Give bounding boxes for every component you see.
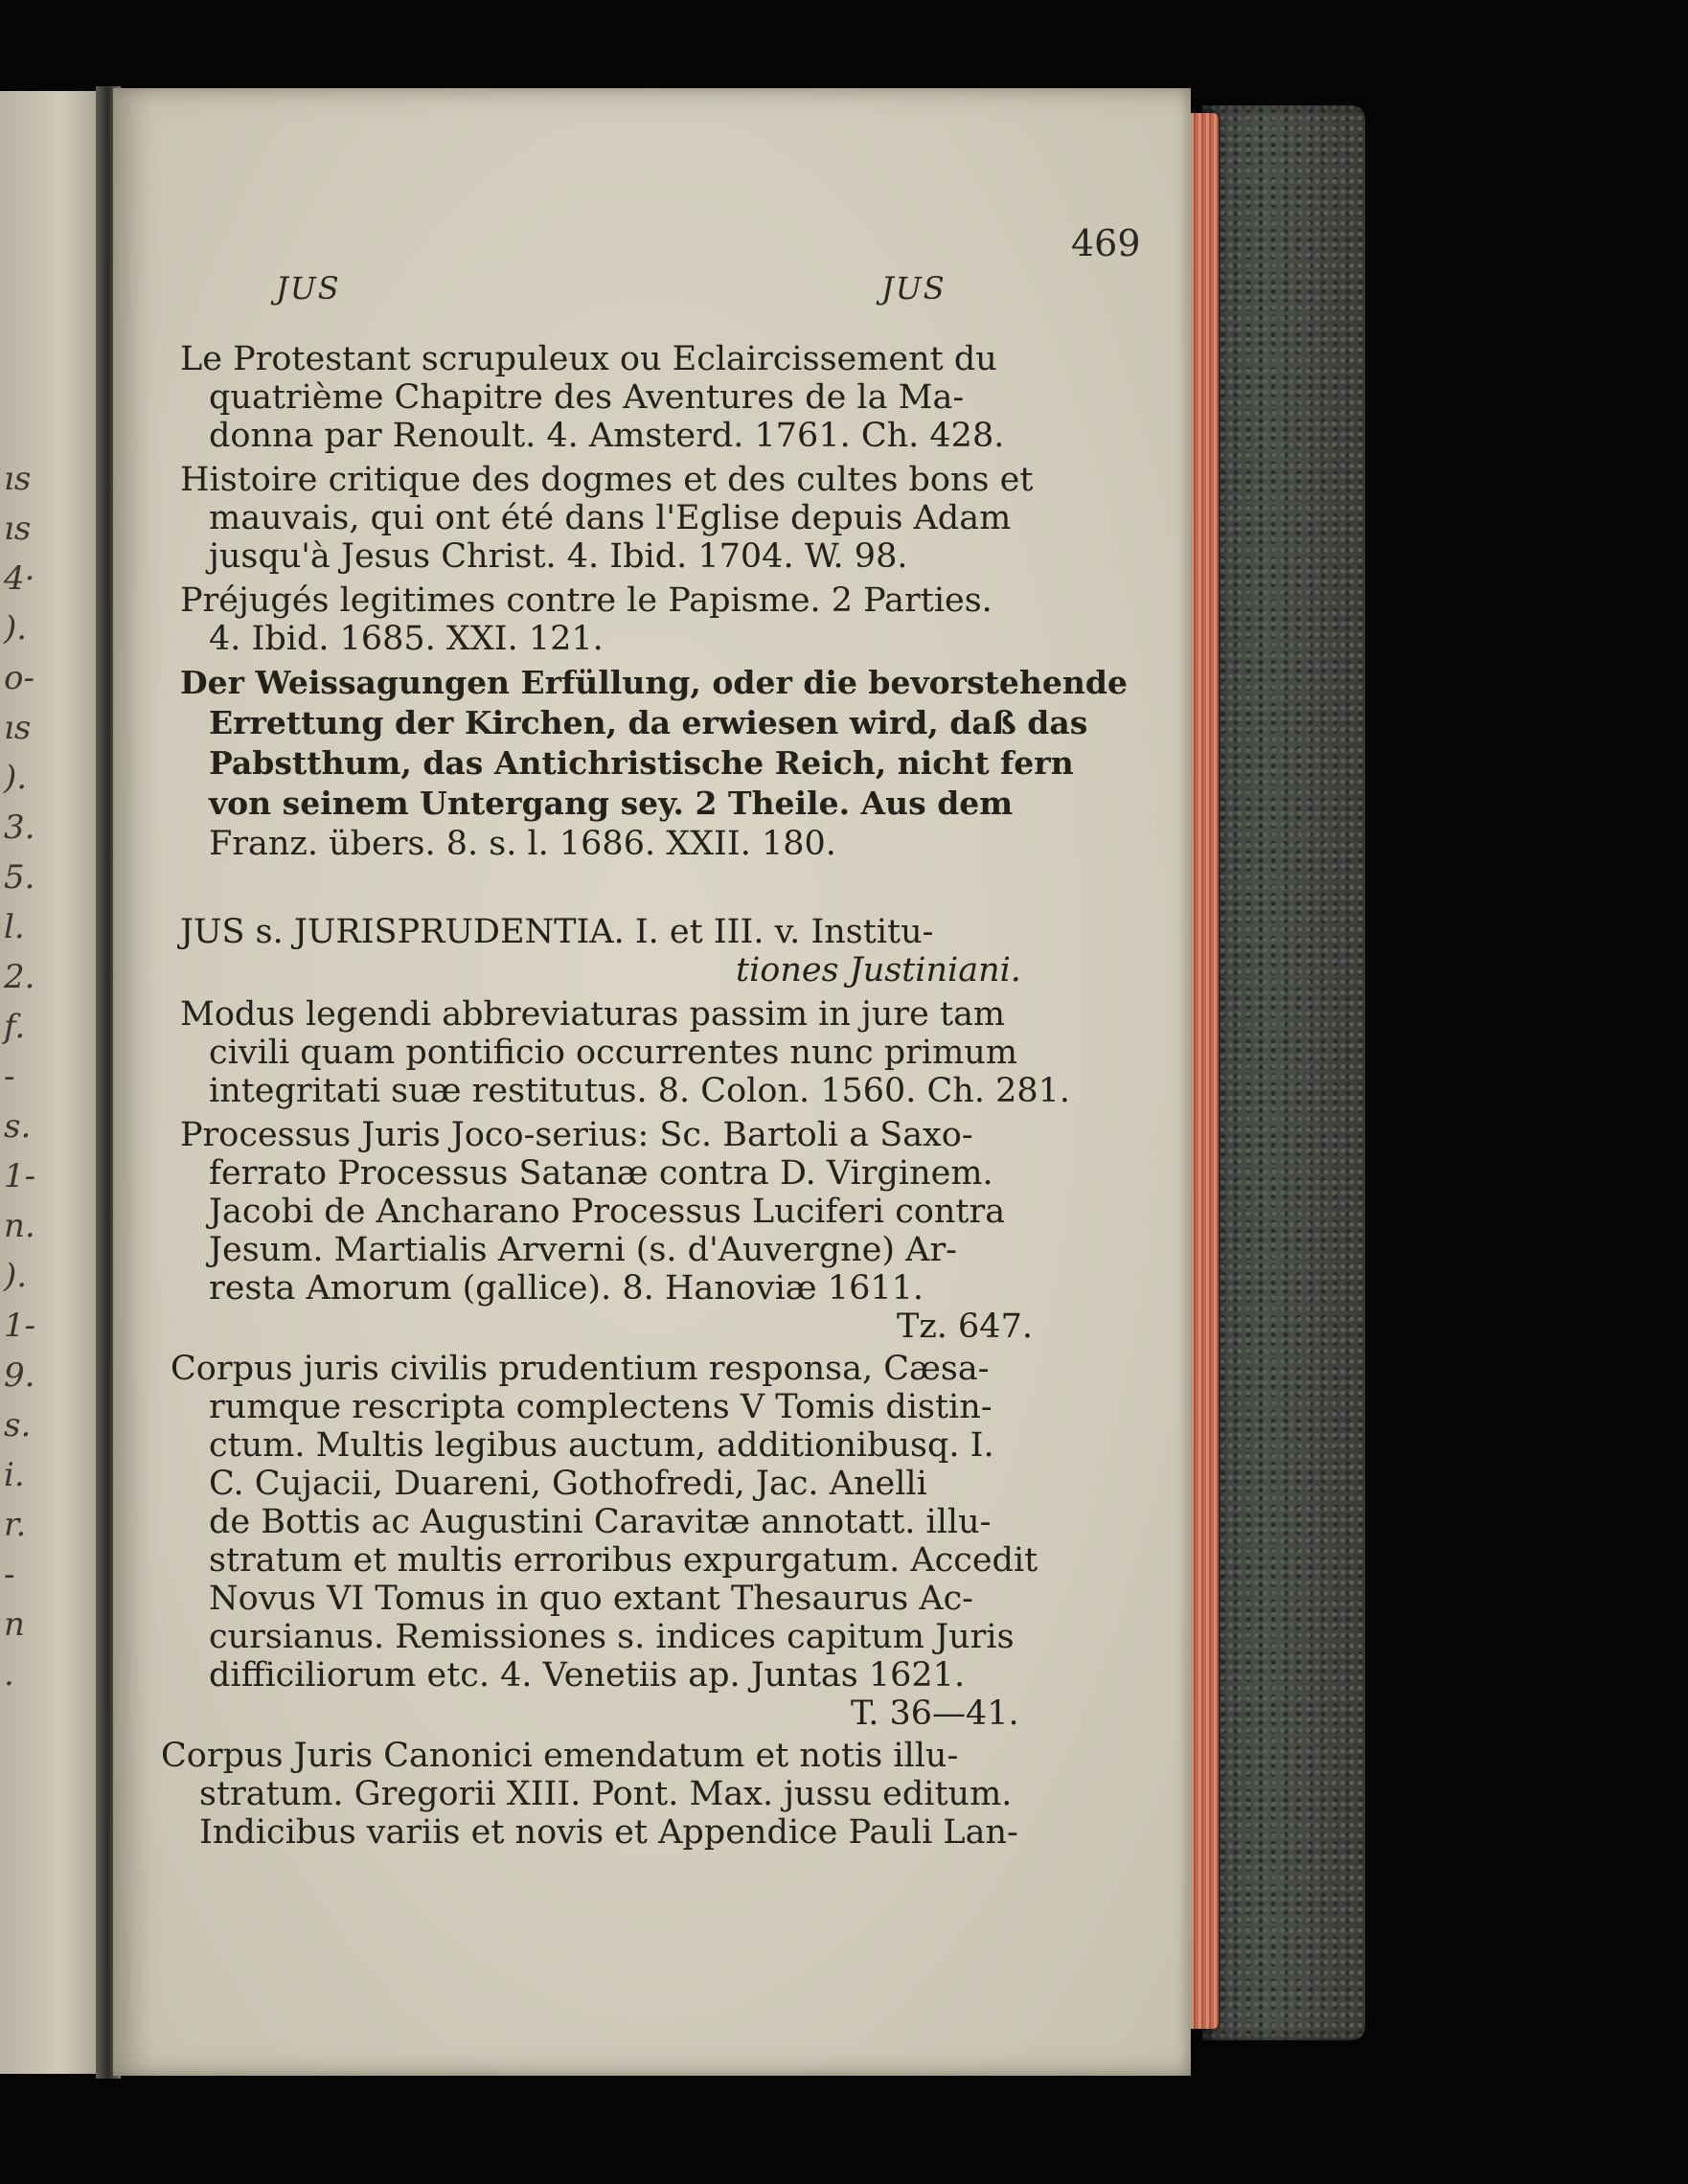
text-line: Franz. übers. 8. s. l. 1686. XXII. 180. bbox=[209, 825, 836, 863]
text-line: Corpus juris civilis prudentium responsa, Cæsa- bbox=[171, 1350, 990, 1388]
left-page-fragment: - bbox=[4, 1556, 15, 1594]
left-page-fragment: . bbox=[4, 1655, 14, 1694]
text-line: ferrato Processus Satanæ contra D. Virginem. bbox=[209, 1154, 993, 1193]
text-line: Pabstthum, das Antichristische Reich, nicht fern bbox=[209, 744, 1074, 782]
text-line: integritati suæ restitutus. 8. Colon. 1560. Ch. 281. bbox=[209, 1072, 1071, 1110]
text-line: difficiliorum etc. 4. Venetiis ap. Juntas 1621. bbox=[209, 1656, 966, 1695]
left-page-fragment: ). bbox=[4, 759, 28, 797]
left-page-fragment: 2. bbox=[4, 958, 35, 996]
left-page-fragment: s. bbox=[4, 1406, 32, 1445]
text-line: T. 36—41. bbox=[851, 1695, 1019, 1733]
text-line: donna par Renoult. 4. Amsterd. 1761. Ch. 428. bbox=[209, 417, 1005, 455]
left-page-fragment: r. bbox=[4, 1506, 27, 1544]
text-line: jusqu'à Jesus Christ. 4. Ibid. 1704. W. 98. bbox=[209, 537, 908, 576]
left-page-fragment: n bbox=[4, 1605, 25, 1644]
text-line: de Bottis ac Augustini Caravitæ annotatt. illu- bbox=[209, 1503, 992, 1541]
left-page-fragment: ıs bbox=[4, 460, 32, 498]
text-line: mauvais, qui ont été dans l'Eglise depuis Adam bbox=[209, 499, 1012, 537]
text-line: Le Protestant scrupuleux ou Eclaircissement du bbox=[180, 340, 997, 378]
text-line: stratum et multis erroribus expurgatum. Accedit bbox=[209, 1541, 1038, 1580]
text-line: 4. Ibid. 1685. XXI. 121. bbox=[209, 620, 604, 658]
left-page-fragment: - bbox=[4, 1058, 15, 1096]
text-line: Jesum. Martialis Arverni (s. d'Auvergne) Ar- bbox=[209, 1231, 958, 1269]
left-page-fragment: 4· bbox=[4, 559, 35, 598]
left-page-fragment: ıs bbox=[4, 709, 32, 747]
text-line: tiones Justiniani. bbox=[736, 951, 1021, 990]
left-page-fragment: 3. bbox=[4, 808, 35, 847]
text-line: Histoire critique des dogmes et des cultes bons et bbox=[180, 461, 1034, 499]
left-page-fragment: o- bbox=[4, 659, 34, 697]
text-line: stratum. Gregorii XIII. Pont. Max. jussu editum. bbox=[199, 1775, 1013, 1813]
text-line: Préjugés legitimes contre le Papisme. 2 Parties. bbox=[180, 581, 992, 620]
text-line: Der Weissagungen Erfüllung, oder die bevorstehende bbox=[180, 664, 1128, 701]
text-line: Jacobi de Ancharano Processus Luciferi contra bbox=[209, 1193, 1006, 1231]
section-heading: JUS s. JURISPRUDENTIA. I. et III. v. Institu- bbox=[180, 913, 934, 951]
text-line: cursianus. Remissiones s. indices capitum Juris bbox=[209, 1618, 1015, 1656]
text-line: rumque rescripta complectens V Tomis distin- bbox=[209, 1388, 992, 1426]
left-page-fragment: s. bbox=[4, 1107, 32, 1146]
text-line: civili quam pontificio occurrentes nunc primum bbox=[209, 1034, 1018, 1072]
running-header-right: JUS bbox=[881, 270, 947, 307]
text-line: von seinem Untergang sey. 2 Theile. Aus dem bbox=[209, 785, 1014, 822]
page-number: 469 bbox=[1071, 222, 1141, 264]
text-line: Indicibus variis et novis et Appendice Pauli Lan- bbox=[199, 1813, 1018, 1852]
text-line: Errettung der Kirchen, da erwiesen wird, daß das bbox=[209, 704, 1088, 741]
left-page-fragment: ). bbox=[4, 609, 28, 648]
text-line: Processus Juris Joco-serius: Sc. Bartoli a Saxo- bbox=[180, 1116, 973, 1154]
left-page-fragment: f. bbox=[4, 1008, 26, 1046]
left-page-fragment: 9. bbox=[4, 1356, 35, 1395]
left-facing-page bbox=[0, 91, 103, 2074]
left-page-fragment: n. bbox=[4, 1207, 35, 1245]
left-page-fragment: 5. bbox=[4, 858, 35, 897]
text-line: Corpus Juris Canonici emendatum et notis illu- bbox=[161, 1737, 959, 1775]
text-line: ctum. Multis legibus auctum, additionibusq. I. bbox=[209, 1426, 994, 1465]
left-page-fragment: i. bbox=[4, 1456, 25, 1494]
text-line: Tz. 647. bbox=[897, 1308, 1033, 1346]
left-page-fragment: 1- bbox=[4, 1307, 36, 1345]
left-page-fragment: ). bbox=[4, 1257, 28, 1295]
text-line: Modus legendi abbreviaturas passim in jure tam bbox=[180, 995, 1006, 1034]
book-cover-board bbox=[1202, 105, 1365, 2040]
text-line: resta Amorum (gallice). 8. Hanoviæ 1611. bbox=[209, 1269, 924, 1308]
book-page bbox=[113, 88, 1191, 2076]
left-page-fragment: ıs bbox=[4, 510, 32, 548]
running-header-left: JUS bbox=[276, 270, 341, 307]
text-line: quatrième Chapitre des Aventures de la Ma- bbox=[209, 378, 965, 417]
text-line: Novus VI Tomus in quo extant Thesaurus Ac- bbox=[209, 1580, 973, 1618]
text-line: C. Cujacii, Duareni, Gothofredi, Jac. Anelli bbox=[209, 1465, 927, 1503]
left-page-fragment: 1- bbox=[4, 1157, 36, 1195]
left-page-fragment: l. bbox=[4, 908, 25, 946]
